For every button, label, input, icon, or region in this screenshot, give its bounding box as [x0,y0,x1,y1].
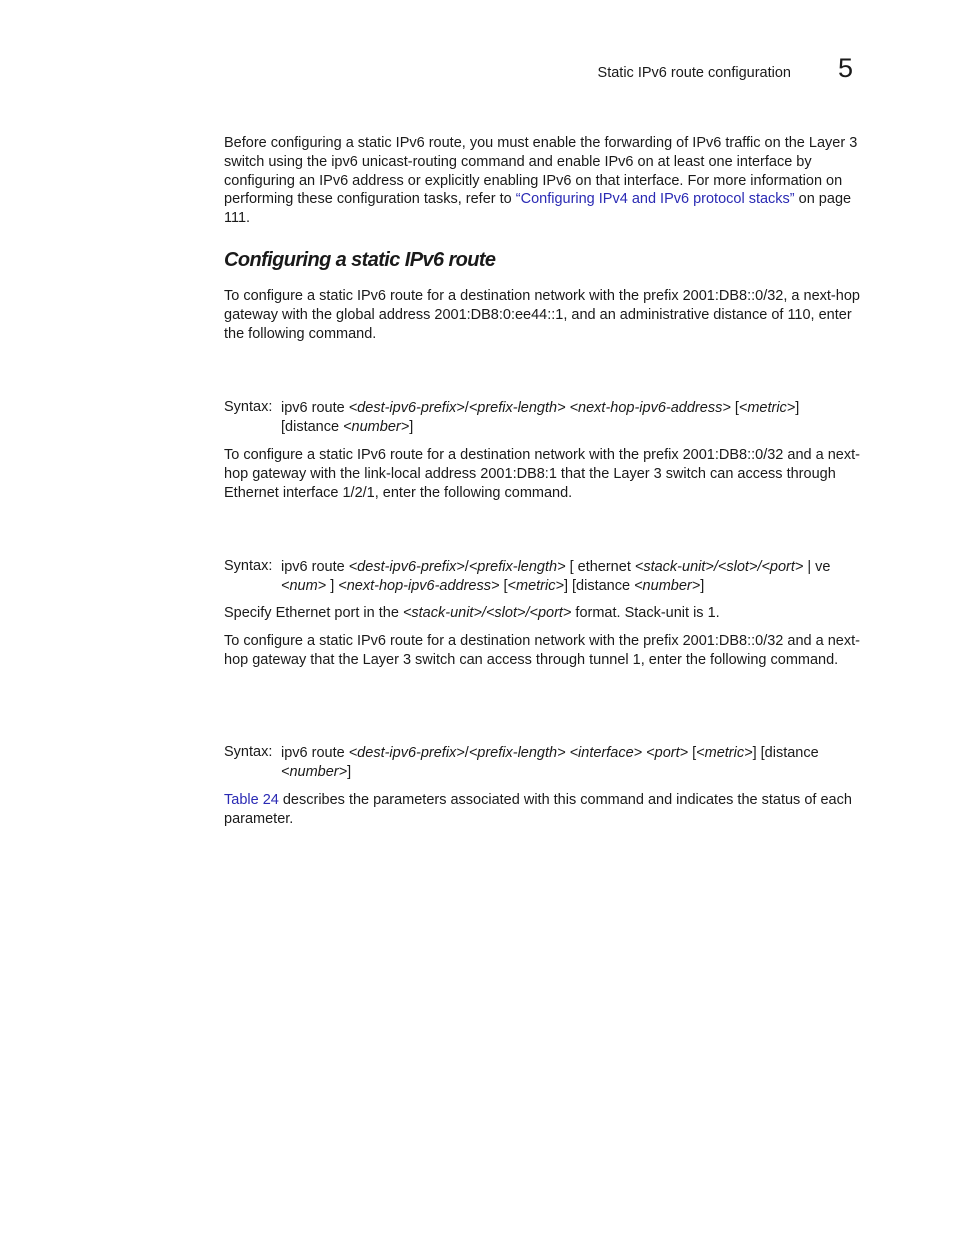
chapter-number: 5 [838,53,854,83]
syn-distance: [distance [760,745,819,761]
table-ref-text: describes the parameters associated with this command and indicates the status of each parameter. [224,792,852,827]
running-header-title: Static IPv6 route configuration [597,65,791,81]
syn-rbracket: ] [752,745,757,761]
syn-lbracket: [ [503,577,508,594]
syn-dest: <dest-ipv6-prefix> [348,400,465,416]
syn-number: <number> [343,418,410,435]
syn-interface: <interface> [569,745,643,761]
intro-text-2: command and enable IPv6 on at least one interface by configuring an IPv6 address or explicitly enabling IPv6 on that interface. For more information on performing these configuration tasks, refer to [224,153,843,208]
port-format: <stack-unit>/<slot>/<port> [402,605,572,621]
paragraph-global-address: To configure a static IPv6 route for a destination network with the prefix 2001:DB8::0/32, a next-hop gateway with the global address 2001:DB8:0:ee44::1, and an administrative distance of 110, enter the following command. [224,288,860,342]
syn-lbracket: [ [692,745,697,761]
syn-num: <num> [281,577,327,594]
protocol-stacks-link[interactable]: “Configuring IPv4 and IPv6 protocol stacks” [515,191,795,208]
syn-dest: <dest-ipv6-prefix> [348,559,465,575]
syn-cmd: ipv6 route [281,745,345,761]
intro-paragraph [224,134,872,228]
syntax-label: Syntax: [224,744,273,760]
syn-port: <port> [761,559,804,575]
syn-rbracket: ] [795,400,800,416]
syn-metric: <metric> [738,400,796,416]
syn-close: ] [700,577,705,594]
syn-distance: [distance [281,418,340,435]
syn-cmd: ipv6 route [281,400,345,416]
syn-slash: / [464,559,469,575]
syntax-tunnel [281,744,873,782]
table-24-link[interactable]: Table 24 [224,792,279,808]
syn-prefix-length: <prefix-length> [468,559,566,575]
syn-number: <number> [281,763,348,780]
syn-close: ] [409,418,414,435]
syn-close: ] [347,763,352,780]
intro-text-1: Before configuring a static IPv6 route, you must enable the forwarding of IPv6 traffic on the Layer 3 switch using the [224,135,858,170]
syn-slash: / [464,400,469,416]
paragraph-tunnel: To configure a static IPv6 route for a destination network with the prefix 2001:DB8::0/32 and a next-hop gateway that the Layer 3 switch can access through tunnel 1, enter the following command. [224,633,860,668]
syntax-label: Syntax: [224,399,273,415]
section-heading: Configuring a static IPv6 route [224,249,496,271]
syntax-global [281,399,873,437]
paragraph-port-format [224,604,872,623]
syn-sep-2: / [757,559,762,575]
paragraph-table-ref [224,791,872,829]
syn-slash: / [464,745,469,761]
syn-number: <number> [634,577,701,594]
syn-sep-1: / [713,559,718,575]
syn-port: <port> [646,745,689,761]
syn-prefix-length: <prefix-length> [468,400,566,416]
port-text-1: Specify Ethernet port in the [224,605,403,621]
syn-rbracket: ] [563,577,568,594]
syn-prefix-length: <prefix-length> [468,745,566,761]
paragraph-link-local: To configure a static IPv6 route for a destination network with the prefix 2001:DB8::0/32 and a next-hop gateway with the link-local address 2001:DB8:1 that the Layer 3 switch can access through Ethernet interface 1/2/1, enter the following command. [224,447,860,501]
syntax-label: Syntax: [224,558,273,574]
syn-cmd: ipv6 route [281,559,345,575]
intro-command: ipv6 unicast-routing [331,153,457,170]
syn-ve: | ve [807,559,831,575]
syn-eth-close: ] [330,577,335,594]
syn-lbracket: [ [734,400,739,416]
syn-next-hop: <next-hop-ipv6-address> [338,577,500,594]
intro-text-3: on page 111. [224,191,852,227]
syntax-ethernet [281,558,873,596]
syn-next-hop: <next-hop-ipv6-address> [569,400,731,416]
syn-distance: [distance [572,577,631,594]
syn-metric: <metric> [696,745,753,761]
syn-metric: <metric> [507,577,564,594]
port-text-2: format. Stack-unit is 1. [571,605,720,621]
syn-ethernet: [ ethernet [569,559,631,575]
syn-slot: <slot> [717,559,758,575]
syn-dest: <dest-ipv6-prefix> [348,745,465,761]
syn-stack-unit: <stack-unit> [634,559,714,575]
